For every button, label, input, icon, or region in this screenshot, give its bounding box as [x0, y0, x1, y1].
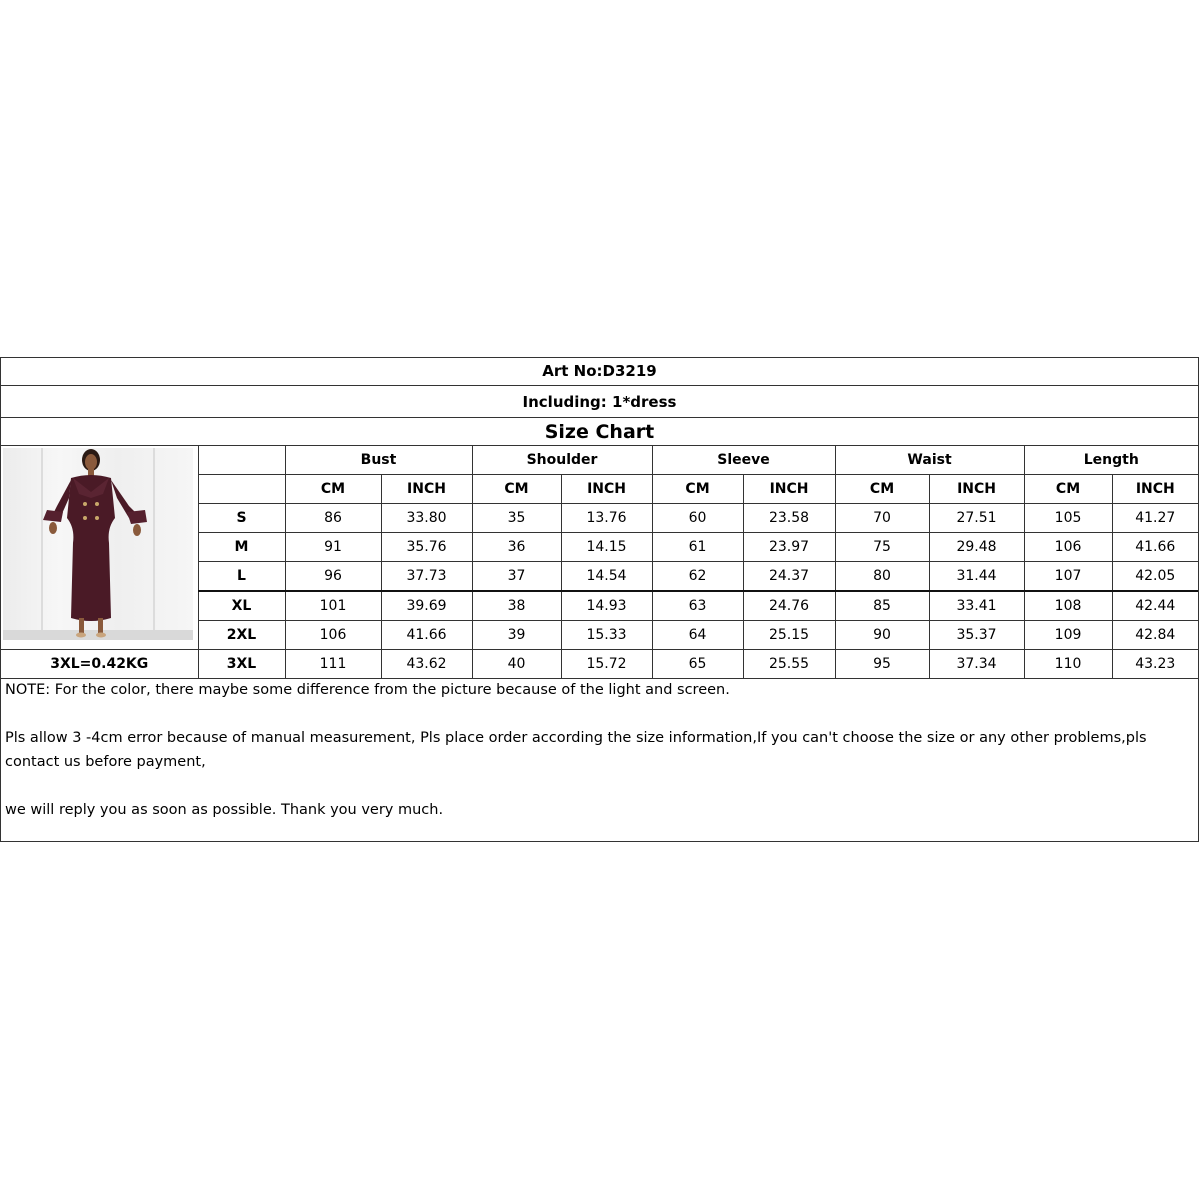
table-cell: 24.76 — [743, 591, 835, 621]
table-cell: 42.84 — [1112, 621, 1198, 650]
table-cell: 42.44 — [1112, 591, 1198, 621]
table-cell: 96 — [285, 562, 381, 592]
table-cell: 90 — [835, 621, 929, 650]
weight-note: 3XL=0.42KG — [1, 650, 198, 679]
table-cell: 108 — [1024, 591, 1112, 621]
table-cell: 39 — [472, 621, 561, 650]
unit-cell: CM — [472, 475, 561, 504]
table-cell: 29.48 — [929, 533, 1024, 562]
table-cell: 105 — [1024, 504, 1112, 533]
dress-model-image — [3, 448, 193, 640]
table-cell: 61 — [652, 533, 743, 562]
table-cell: 14.54 — [561, 562, 652, 592]
table-cell: 62 — [652, 562, 743, 592]
note-error-line1: Pls allow 3 -4cm error because of manual measurement, Pls place order according the size information,If you can't choose the size or any other problems,pls — [5, 730, 1147, 746]
table-cell: 35.37 — [929, 621, 1024, 650]
table-cell: 63 — [652, 591, 743, 621]
table-cell: 40 — [472, 650, 561, 679]
note-color: NOTE: For the color, there maybe some difference from the picture because of the light and screen. — [5, 682, 730, 698]
group-bust: Bust — [285, 446, 472, 475]
table-cell: 101 — [285, 591, 381, 621]
table-cell: 60 — [652, 504, 743, 533]
art-number: Art No:D3219 — [1, 358, 1198, 386]
table-cell: 23.97 — [743, 533, 835, 562]
table-cell: 14.15 — [561, 533, 652, 562]
unit-cell: CM — [835, 475, 929, 504]
table-cell: 37 — [472, 562, 561, 592]
table-cell: 31.44 — [929, 562, 1024, 592]
table-cell: 80 — [835, 562, 929, 592]
unit-cell: INCH — [1112, 475, 1198, 504]
table-cell: 27.51 — [929, 504, 1024, 533]
table-cell: 86 — [285, 504, 381, 533]
table-cell: 14.93 — [561, 591, 652, 621]
size-label: 3XL — [198, 650, 285, 679]
unit-cell: CM — [1024, 475, 1112, 504]
table-cell: 64 — [652, 621, 743, 650]
unit-cell: CM — [652, 475, 743, 504]
size-label: S — [198, 504, 285, 533]
table-cell: 33.80 — [381, 504, 472, 533]
table-cell: 111 — [285, 650, 381, 679]
unit-cell: CM — [285, 475, 381, 504]
table-cell: 110 — [1024, 650, 1112, 679]
table-cell: 95 — [835, 650, 929, 679]
table-cell: 107 — [1024, 562, 1112, 592]
unit-cell: INCH — [743, 475, 835, 504]
table-cell: 106 — [1024, 533, 1112, 562]
table-cell: 85 — [835, 591, 929, 621]
table-row — [1, 650, 1198, 679]
size-chart-title: Size Chart — [1, 418, 1198, 446]
table-cell: 38 — [472, 591, 561, 621]
group-sleeve: Sleeve — [652, 446, 835, 475]
blank-header-cell — [198, 446, 285, 475]
table-cell: 37.34 — [929, 650, 1024, 679]
table-cell: 15.72 — [561, 650, 652, 679]
size-label: M — [198, 533, 285, 562]
table-cell: 70 — [835, 504, 929, 533]
unit-cell: INCH — [929, 475, 1024, 504]
table-cell: 13.76 — [561, 504, 652, 533]
table-cell: 43.62 — [381, 650, 472, 679]
table-cell: 36 — [472, 533, 561, 562]
notes-section — [5, 678, 1195, 822]
group-length: Length — [1024, 446, 1198, 475]
including-line: Including: 1*dress — [1, 386, 1198, 418]
table-cell: 41.66 — [381, 621, 472, 650]
group-shoulder: Shoulder — [472, 446, 652, 475]
table-cell: 109 — [1024, 621, 1112, 650]
size-label: L — [198, 562, 285, 592]
size-table — [1, 446, 1198, 679]
table-cell: 24.37 — [743, 562, 835, 592]
note-reply: we will reply you as soon as possible. Thank you very much. — [5, 802, 444, 818]
table-cell: 25.55 — [743, 650, 835, 679]
table-cell: 39.69 — [381, 591, 472, 621]
size-chart-sheet — [0, 357, 1199, 842]
unit-cell: INCH — [561, 475, 652, 504]
table-cell: 65 — [652, 650, 743, 679]
table-cell: 41.27 — [1112, 504, 1198, 533]
table-cell: 75 — [835, 533, 929, 562]
table-cell: 35.76 — [381, 533, 472, 562]
size-label: XL — [198, 591, 285, 621]
note-error-line2: contact us before payment, — [5, 754, 206, 770]
table-cell: 37.73 — [381, 562, 472, 592]
unit-cell: INCH — [381, 475, 472, 504]
table-cell: 91 — [285, 533, 381, 562]
table-cell: 25.15 — [743, 621, 835, 650]
product-photo — [3, 448, 193, 640]
group-header-row — [1, 446, 1198, 475]
product-photo-cell — [1, 446, 198, 650]
table-cell: 43.23 — [1112, 650, 1198, 679]
table-cell: 41.66 — [1112, 533, 1198, 562]
table-cell: 42.05 — [1112, 562, 1198, 592]
table-cell: 35 — [472, 504, 561, 533]
table-cell: 106 — [285, 621, 381, 650]
group-waist: Waist — [835, 446, 1024, 475]
size-label: 2XL — [198, 621, 285, 650]
table-cell: 33.41 — [929, 591, 1024, 621]
table-cell: 23.58 — [743, 504, 835, 533]
table-cell: 15.33 — [561, 621, 652, 650]
blank-unit-cell — [198, 475, 285, 504]
